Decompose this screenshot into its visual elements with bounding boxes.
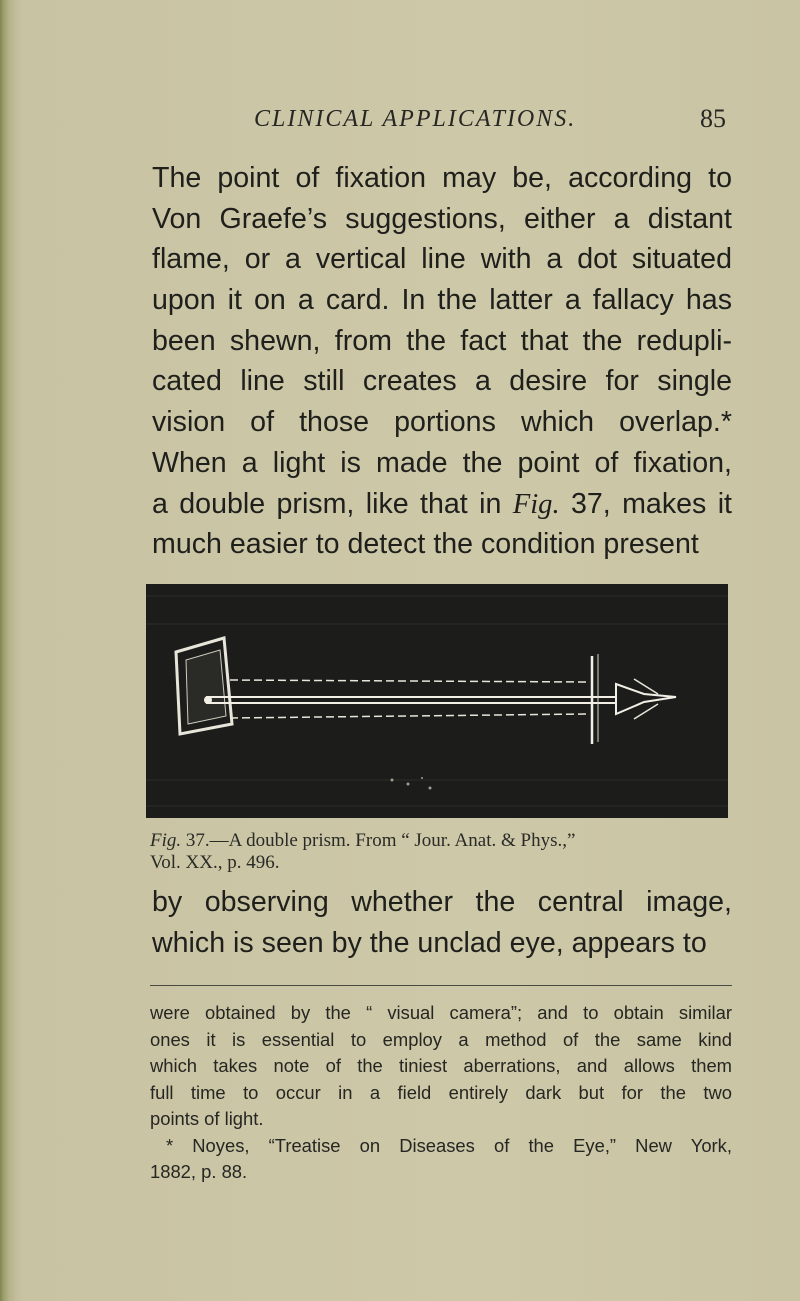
footnotes [150, 1000, 732, 1186]
footnote-divider [150, 985, 732, 986]
text-line: by observing whether the central image, [152, 886, 732, 918]
footnote-line: full time to occur in a field entirely dark but for the two [150, 1081, 732, 1103]
caption-line [150, 830, 730, 852]
footnote-line: points of light. [150, 1108, 264, 1129]
double-prism-figure [146, 584, 728, 818]
caption-line: Vol. XX., p. 496. [150, 852, 280, 873]
figure-caption [150, 830, 730, 874]
text-line: cated line still creates a desire for single [152, 365, 732, 398]
text-line: vision of those portions which overlap.* [152, 406, 732, 439]
footnote-line: * Noyes, “Treatise on Diseases of the Eye,” New York, [166, 1134, 732, 1156]
text-line: much easier to detect the condition present [152, 528, 699, 561]
text-line: flame, or a vertical line with a dot situated [152, 243, 732, 276]
figure-dark-field [146, 584, 728, 818]
text-line: Von Graefe’s suggestions, either a distant [152, 202, 732, 235]
footnote-line: 1882, p. 88. [150, 1161, 248, 1182]
fixation-dot [204, 696, 212, 704]
running-head: CLINICAL APPLICATIONS. [254, 106, 577, 132]
text-fragment: a double prism, like that in [152, 487, 502, 520]
caption-figure-label: Fig. [150, 830, 182, 851]
figure-reference: Fig. [512, 488, 560, 520]
text-line: The point of fixation may be, according to [152, 162, 732, 194]
text-line-with-figure-reference [152, 484, 732, 525]
page-number: 85 [700, 104, 726, 133]
paragraph-2 [152, 882, 732, 963]
page-header [0, 100, 800, 140]
footnote-line: were obtained by the “ visual camera”; and to obtain similar [150, 1002, 732, 1023]
spine-shadow [0, 0, 16, 1301]
text-line: been shewn, from the fact that the redupli- [152, 324, 732, 357]
text-line: which is seen by the unclad eye, appears to [152, 926, 707, 959]
footnote-line: ones it is essential to employ a method of the same kind [150, 1028, 732, 1050]
caption-text: 37.—A double prism. From “ Jour. Anat. & Phys.,” [181, 830, 576, 851]
double-prism-illustration [146, 584, 728, 818]
paragraph-1 [152, 158, 732, 565]
footnote-line: which takes note of the tiniest aberrations, and allows them [150, 1055, 732, 1076]
text-fragment: 37, makes it [559, 487, 732, 520]
text-line: When a light is made the point of fixation, [152, 446, 732, 479]
text-line: upon it on a card. In the latter a fallacy has [152, 284, 732, 317]
